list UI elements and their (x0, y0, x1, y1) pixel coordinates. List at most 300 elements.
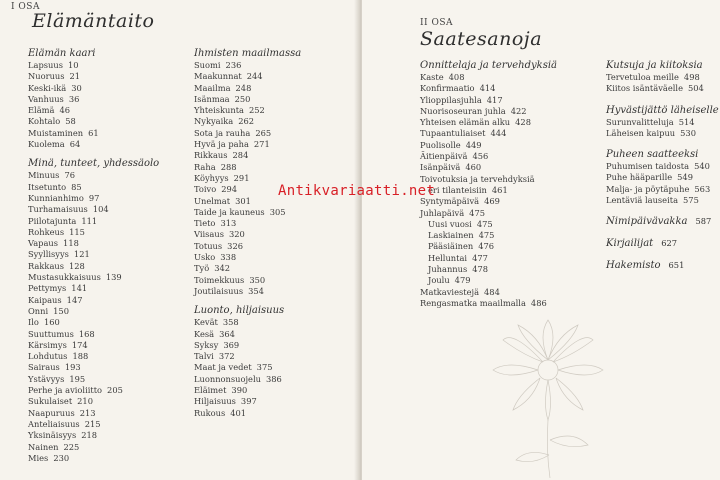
entry-page-number: 250 (234, 93, 251, 104)
entry-page-number: 271 (253, 139, 270, 150)
toc-entry (194, 139, 301, 150)
entry-title: Syksy (194, 339, 219, 350)
entry-title: Joulu (428, 275, 450, 286)
entry-page-number: 141 (71, 283, 88, 294)
section-title-text: Kutsuja ja kiitoksia (606, 60, 703, 71)
toc-entry (194, 128, 301, 139)
entry-title: Sota ja rauha (194, 127, 251, 138)
entry-title: Isänmaa (194, 93, 230, 104)
entry-page-number: 530 (680, 127, 696, 138)
entry-title: Tieto (194, 218, 216, 229)
toc-entry (194, 241, 301, 252)
toc-entry (28, 116, 159, 127)
entry-title: Kevät (194, 317, 218, 328)
entry-title: Turhamaisuus (28, 204, 88, 215)
entry-title: Mies (28, 452, 49, 463)
section-title-text: Nimipäivävakka (606, 216, 688, 228)
entry-title: Surunvalitteluja (606, 116, 674, 127)
toc-entry (28, 83, 159, 94)
toc-entry (194, 408, 301, 419)
entry-title: Ilo (28, 317, 39, 328)
entry-page-number: 460 (465, 162, 482, 173)
entry-page-number: 252 (248, 105, 265, 116)
entry-title: Maailma (194, 82, 231, 93)
section-title (28, 48, 159, 59)
entry-title: Toimekkuus (194, 274, 245, 285)
section-page-number: 587 (695, 216, 712, 227)
section-title (606, 216, 719, 227)
toc-entry (28, 249, 159, 260)
toc-entry (606, 195, 719, 206)
entry-page-number: 354 (248, 285, 264, 296)
toc-entry (194, 83, 301, 94)
entry-page-number: 477 (472, 252, 488, 263)
entry-title: Muistaminen (28, 127, 84, 138)
entry-title: Itsetunto (28, 181, 67, 192)
entry-title: Eläimet (194, 385, 227, 396)
entry-page-number: 147 (66, 294, 83, 305)
toc-entry (28, 385, 159, 396)
entry-title: Puhumisen taidosta (606, 161, 690, 172)
entry-page-number: 236 (225, 60, 242, 70)
entry-title: Kunnianhimo (28, 192, 84, 203)
toc-entry (194, 150, 301, 161)
toc-entry (194, 218, 301, 229)
toc-entry (28, 306, 159, 317)
entry-page-number: 188 (72, 351, 89, 362)
entry-title: Vanhuus (28, 93, 64, 104)
entry-page-number: 372 (218, 351, 235, 362)
section-title (606, 60, 719, 71)
entry-title: Minuus (28, 170, 60, 181)
entry-page-number: 486 (530, 297, 547, 308)
left-column-1 (28, 48, 159, 464)
toc-entry (420, 106, 557, 117)
toc-entry (420, 151, 557, 162)
toc-entry (28, 170, 159, 181)
entry-title: Onni (28, 305, 49, 316)
section-title (420, 60, 557, 71)
entry-title: Puhe hääparille (606, 172, 673, 183)
section-mina-tunteet-yhdessaolo (28, 158, 159, 464)
toc-entry (28, 261, 159, 272)
toc-entry (420, 128, 557, 139)
entry-page-number: 498 (683, 72, 700, 82)
toc-entry (28, 362, 159, 373)
toc-entry (420, 196, 557, 207)
toc-entry (420, 95, 557, 106)
toc-entry (28, 408, 159, 419)
entry-page-number: 397 (240, 396, 257, 407)
entry-page-number: 478 (472, 264, 489, 275)
entry-page-number: 342 (214, 263, 231, 274)
section-ihmisten-maailmassa (194, 48, 301, 297)
entry-page-number: 469 (484, 196, 500, 207)
entry-page-number: 428 (515, 117, 531, 128)
entry-title: Lentäviä lauseita (606, 195, 679, 206)
section-onnittelaja-ja-tervehdyksia (420, 60, 557, 309)
entry-page-number: 369 (223, 339, 240, 350)
toc-entry (420, 230, 557, 241)
entry-title: Syyllisyys (28, 249, 69, 260)
toc-entry (606, 172, 719, 183)
part-label-right: II OSA (420, 18, 454, 28)
entry-page-number: 476 (478, 241, 495, 252)
entry-page-number: 193 (64, 362, 81, 373)
toc-entry (28, 442, 159, 453)
section-luonto-hiljaisuus (194, 305, 301, 419)
entry-page-number: 514 (678, 116, 695, 127)
entry-page-number: 111 (81, 215, 98, 226)
entry-page-number: 444 (490, 128, 507, 139)
entry-page-number: 160 (43, 317, 60, 328)
toc-entry (420, 162, 557, 173)
toc-entry (28, 374, 159, 385)
toc-entry (28, 193, 159, 204)
entry-page-number: 313 (220, 218, 237, 229)
toc-entry (194, 317, 301, 328)
entry-page-number: 326 (227, 240, 244, 251)
toc-entry (28, 216, 159, 227)
entry-page-number: 504 (687, 83, 704, 94)
right-column-1 (420, 60, 557, 309)
toc-entry (28, 227, 159, 238)
toc-entry (194, 374, 301, 385)
entry-page-number: 213 (79, 407, 96, 418)
entry-page-number: 265 (255, 127, 272, 138)
entry-title: Unelmat (194, 195, 231, 206)
watermark-text: Antikvariaatti.net (278, 183, 436, 199)
section-title-text: Luonto, hiljaisuus (194, 305, 285, 317)
section-title (194, 48, 301, 59)
toc-entry (28, 60, 159, 71)
entry-title: Pääsiäinen (428, 241, 474, 252)
toc-entry (606, 117, 719, 128)
entry-title: Elämä (28, 105, 55, 116)
entry-title: Ylioppilasjuhla (420, 94, 482, 105)
entry-title: Raha (194, 161, 216, 172)
toc-entry (28, 396, 159, 407)
section-title-text: Puheen saatteeksi (606, 149, 699, 161)
section-title (606, 238, 719, 249)
section-title (606, 260, 719, 271)
section-title-text: Ihmisten maailmassa (194, 48, 302, 59)
entry-page-number: 76 (64, 170, 75, 181)
entry-title: Puolisolle (420, 139, 461, 150)
entry-page-number: 64 (69, 139, 81, 150)
toc-entry (28, 105, 159, 116)
entry-title: Yksinäisyys (28, 430, 77, 441)
entry-title: Malja- ja pöytäpuhe (606, 183, 690, 194)
section-title-text: Hyvästijättö läheiselle (606, 104, 719, 116)
entry-page-number: 58 (65, 116, 76, 127)
left-column-2 (194, 48, 301, 419)
section-puheen-saatteeksi (606, 149, 719, 206)
toc-entry (28, 71, 159, 82)
entry-title: Kohtalo (28, 116, 61, 127)
entry-title: Syntymäpäivä (420, 196, 480, 207)
toc-entry (28, 419, 159, 430)
toc-entry (420, 208, 557, 219)
section-kirjailijat (606, 238, 719, 249)
entry-title: Juhannus (428, 264, 468, 275)
toc-entry (28, 453, 159, 464)
entry-page-number: 284 (232, 150, 249, 161)
entry-page-number: 46 (59, 105, 71, 116)
entry-page-number: 563 (694, 183, 711, 194)
section-nimipaivavakka (606, 216, 719, 227)
entry-title: Rikkaus (194, 150, 228, 161)
toc-entry (420, 287, 557, 298)
entry-page-number: 115 (69, 226, 85, 237)
entry-page-number: 230 (53, 452, 70, 463)
toc-entry (420, 219, 557, 230)
part-title-left: Elämäntaito (32, 10, 155, 32)
entry-title: Keski-ikä (28, 82, 67, 93)
toc-entry (420, 241, 557, 252)
entry-title: Köyhyys (194, 172, 229, 183)
entry-page-number: 104 (92, 204, 109, 215)
entry-page-number: 205 (107, 385, 123, 396)
entry-page-number: 291 (233, 172, 250, 183)
toc-entry (194, 329, 301, 340)
entry-title: Joutilaisuus (194, 285, 244, 296)
entry-page-number: 128 (69, 260, 85, 271)
entry-title: Ystävyys (28, 373, 65, 384)
entry-page-number: 575 (683, 195, 699, 206)
entry-page-number: 262 (238, 116, 255, 127)
toc-entry (194, 162, 301, 173)
toc-entry (28, 182, 159, 193)
toc-entry (420, 117, 557, 128)
entry-title: Äitienpäivä (420, 151, 468, 162)
section-elaman-kaari (28, 48, 159, 150)
entry-title: Kärsimys (28, 339, 67, 350)
toc-entry (420, 275, 557, 286)
entry-page-number: 248 (235, 82, 252, 93)
entry-title: Maat ja vedet (194, 362, 252, 373)
entry-page-number: 305 (269, 206, 286, 217)
entry-title: Yhteisen elämän alku (420, 117, 511, 128)
entry-title: Perhe ja avioliitto (28, 385, 103, 396)
toc-entry (194, 396, 301, 407)
toc-entry (420, 140, 557, 151)
entry-page-number: 408 (448, 72, 465, 82)
section-title-text: Minä, tunteet, yhdessäolo (28, 158, 160, 170)
toc-entry (420, 72, 557, 83)
entry-page-number: 150 (53, 305, 69, 316)
entry-title: Isänpäivä (420, 162, 461, 173)
entry-title: Totuus (194, 240, 223, 251)
left-page (0, 0, 358, 480)
entry-title: Lohdutus (28, 351, 68, 362)
entry-page-number: 475 (478, 230, 495, 241)
entry-title: Naapuruus (28, 407, 75, 418)
entry-title: Anteliaisuus (28, 418, 80, 429)
toc-entry (194, 286, 301, 297)
toc-entry (28, 128, 159, 139)
toc-entry (194, 116, 301, 127)
entry-title: Vapaus (28, 238, 59, 249)
entry-title: Nuoruus (28, 71, 65, 82)
entry-title: Rengasmatka maailmalla (420, 297, 526, 308)
entry-page-number: 390 (231, 385, 248, 396)
toc-entry (606, 184, 719, 195)
toc-entry (194, 94, 301, 105)
entry-title: Rohkeus (28, 226, 65, 237)
section-title (606, 149, 719, 160)
section-title (28, 158, 159, 169)
entry-title: Uusi vuosi (428, 218, 472, 229)
entry-title: Suuttumus (28, 328, 74, 339)
entry-title: Kiitos isäntäväelle (606, 83, 683, 94)
entry-page-number: 168 (78, 328, 95, 339)
entry-title: Toivo (194, 184, 217, 195)
entry-title: Tupaantuliaiset (420, 128, 486, 139)
entry-page-number: 294 (221, 184, 238, 195)
entry-page-number: 195 (69, 373, 86, 384)
entry-title: Matkaviestejä (420, 286, 480, 297)
section-title-text: Kirjailijat (606, 238, 654, 250)
entry-page-number: 375 (256, 362, 273, 373)
entry-page-number: 401 (230, 407, 247, 418)
entry-page-number: 139 (105, 272, 122, 283)
entry-page-number: 479 (454, 275, 471, 286)
toc-entry (194, 207, 301, 218)
entry-page-number: 475 (476, 218, 493, 229)
toc-entry (420, 174, 557, 185)
toc-entry (420, 253, 557, 264)
entry-page-number: 320 (228, 229, 245, 240)
entry-page-number: 215 (84, 418, 101, 429)
toc-entry (194, 275, 301, 286)
toc-entry (606, 128, 719, 139)
toc-entry (194, 71, 301, 82)
entry-page-number: 61 (88, 127, 99, 138)
section-title-text: Hakemisto (606, 260, 661, 272)
entry-title: Lapsuus (28, 60, 63, 70)
entry-page-number: 358 (222, 317, 239, 328)
entry-page-number: 386 (265, 373, 282, 384)
entry-page-number: 417 (486, 94, 503, 105)
entry-title: Viisaus (194, 229, 224, 240)
entry-page-number: 449 (465, 139, 482, 150)
entry-title: Kuolema (28, 139, 65, 150)
section-title (606, 105, 719, 116)
entry-page-number: 210 (77, 396, 93, 407)
section-title-text: Elämän kaari (28, 48, 96, 59)
section-kutsuja-ja-kiitoksia (606, 60, 719, 95)
toc-entry (194, 229, 301, 240)
entry-page-number: 475 (469, 207, 486, 218)
entry-title: Tervetuloa meille (606, 72, 679, 82)
right-column-2 (606, 60, 719, 272)
entry-title: Kaipaus (28, 294, 62, 305)
entry-title: Sukulaiset (28, 396, 73, 407)
entry-page-number: 288 (220, 161, 237, 172)
entry-page-number: 174 (71, 339, 88, 350)
entry-page-number: 414 (479, 83, 496, 94)
entry-title: Laskiainen (428, 230, 474, 241)
toc-entry (606, 83, 719, 94)
toc-entry (28, 340, 159, 351)
entry-title: Nainen (28, 441, 59, 452)
toc-entry (194, 60, 301, 71)
entry-page-number: 218 (81, 430, 98, 441)
toc-entry (28, 204, 159, 215)
section-title (194, 305, 301, 316)
toc-entry (420, 264, 557, 275)
toc-entry (606, 72, 719, 83)
entry-title: Taide ja kauneus (194, 206, 265, 217)
toc-entry (194, 362, 301, 373)
entry-page-number: 456 (472, 151, 489, 162)
entry-title: Maakunnat (194, 71, 242, 82)
entry-title: eri tilanteisiin (428, 184, 487, 195)
entry-title: Hyvä ja paha (194, 139, 249, 150)
part-title-right: Saatesanoja (420, 28, 543, 50)
entry-page-number: 350 (249, 274, 266, 285)
entry-title: Toivotuksia ja tervehdyksiä (420, 173, 535, 184)
entry-page-number: 540 (694, 161, 710, 172)
entry-page-number: 484 (484, 286, 500, 297)
entry-page-number: 549 (677, 172, 693, 183)
toc-entry (28, 351, 159, 362)
entry-page-number: 21 (69, 71, 81, 82)
toc-entry (194, 351, 301, 362)
entry-page-number: 364 (219, 328, 235, 339)
entry-title: Talvi (194, 351, 214, 362)
entry-title: Piilotajunta (28, 215, 77, 226)
entry-page-number: 338 (220, 252, 237, 263)
entry-title: Usko (194, 252, 216, 263)
entry-title: Konfirmaatio (420, 83, 475, 94)
entry-title: Juhlapäivä (420, 207, 465, 218)
entry-title: Luonnonsuojelu (194, 373, 261, 384)
toc-entry (28, 139, 159, 150)
section-hakemisto (606, 260, 719, 271)
toc-entry (420, 185, 557, 196)
section-title-text: Onnittelaja ja tervehdyksiä (420, 60, 558, 71)
entry-title: Nykyaika (194, 116, 234, 127)
entry-page-number: 36 (68, 93, 80, 104)
entry-title: Helluntai (428, 252, 468, 263)
toc-entry (28, 430, 159, 441)
entry-page-number: 121 (73, 249, 90, 260)
part-label-left: I OSA (11, 2, 40, 12)
toc-entry (28, 295, 159, 306)
toc-entry (28, 329, 159, 340)
toc-entry (194, 105, 301, 116)
toc-entry (194, 340, 301, 351)
entry-title: Suomi (194, 60, 221, 70)
entry-title: Kesä (194, 328, 215, 339)
toc-entry (194, 252, 301, 263)
entry-title: Hiljaisuus (194, 396, 236, 407)
section-page-number: 627 (661, 238, 678, 249)
entry-title: Yhteiskunta (194, 105, 244, 116)
entry-page-number: 225 (63, 441, 80, 452)
entry-page-number: 422 (510, 105, 527, 116)
toc-entry (28, 317, 159, 328)
entry-page-number: 301 (235, 195, 251, 206)
entry-title: Läheisen kaipuu (606, 127, 676, 138)
entry-title: Sairaus (28, 362, 60, 373)
toc-entry (420, 83, 557, 94)
toc-entry (194, 263, 301, 274)
entry-page-number: 10 (67, 60, 79, 70)
toc-entry (194, 385, 301, 396)
